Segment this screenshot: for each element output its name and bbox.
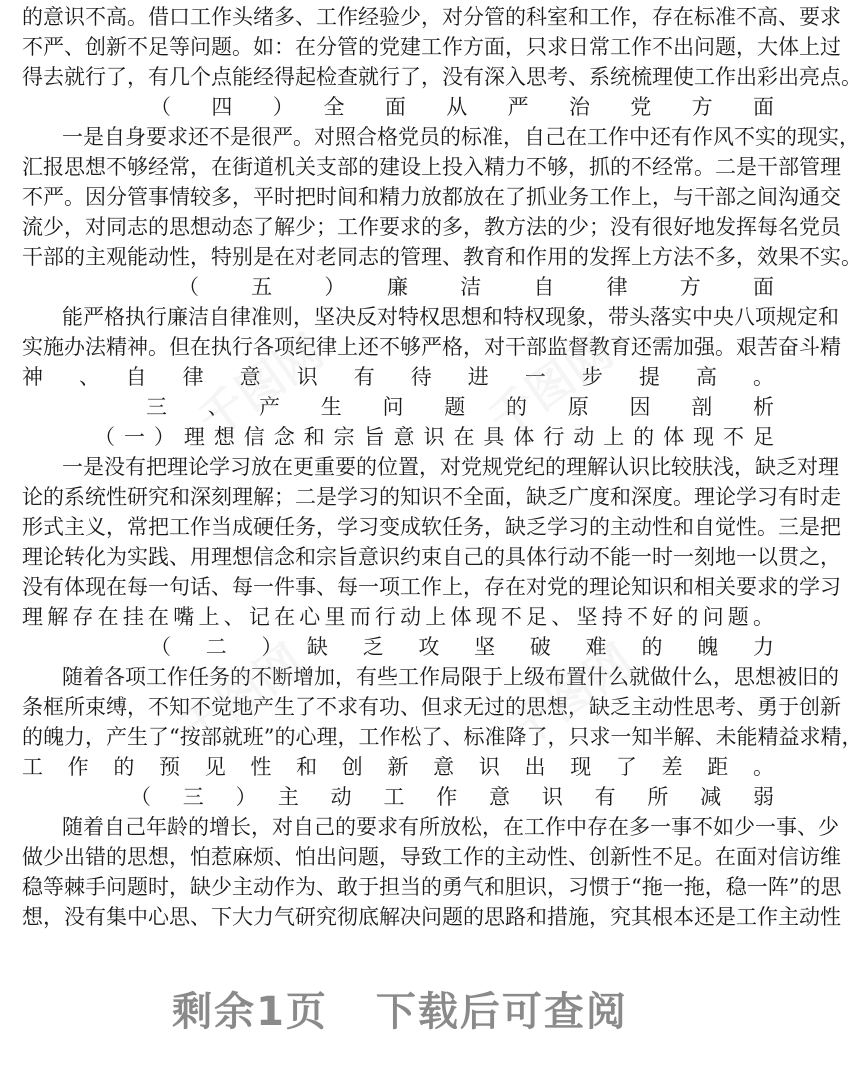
subsection-heading: （ 二 ） 缺 乏 攻 坚 破 难 的 魄 力: [150, 635, 774, 659]
paragraph-line: 想，没有集中心思、下大力气研究彻底解决问题的思路和措施，究其根本还是工作主动性: [22, 905, 841, 929]
paragraph-line: 随着各项工作任务的不断增加，有些工作局限于上级布置什么就做什么，思想被旧的: [62, 665, 839, 689]
paragraph-line: 的意识不高。借口工作头绪多、工作经验少，对分管的科室和工作，存在标准不高、要求: [22, 5, 841, 29]
section-heading: （ 五 ） 廉 洁 自 律 方 面: [178, 275, 774, 299]
subsection-heading: （ 三 ） 主 动 工 作 意 识 有 所 减 弱: [130, 785, 774, 809]
paragraph-line: 干部的主观能动性，特别是在对老同志的管理、教育和作用的发挥上方法不多，效果不实。: [22, 245, 862, 269]
paragraph-line: 实施办法精神。但在执行各项纪律上还不够严格，对干部监督教育还需加强。艰苦奋斗精: [22, 335, 841, 359]
section-heading: （ 四 ） 全 面 从 严 治 党 方 面: [150, 95, 774, 119]
section-heading: 三 、 产 生 问 题 的 原 因 剖 析: [146, 395, 774, 419]
watermark: 千图网: [478, 323, 623, 448]
paragraph-line: 的魄力，产生了“按部就班”的心理，工作松了、标准降了，只求一知半解、未能精益求精，: [22, 725, 862, 749]
paragraph-line: 流少，对同志的思想动态了解少；工作要求的多，教方法的少；没有很好地发挥每名党员: [22, 215, 841, 239]
paragraph-line: 能严格执行廉洁自律准则，坚决反对特权思想和特权现象，带头落实中央八项规定和: [62, 305, 839, 329]
paragraph-line: 不严、创新不足等问题。如：在分管的党建工作方面，只求日常工作不出问题，大体上过: [22, 35, 841, 59]
paragraph-line: 不严。因分管事情较多，平时把时间和精力放都放在了抓业务工作上，与干部之间沟通交: [22, 185, 841, 209]
paragraph-line: 汇报思想不够经常，在街道机关支部的建设上投入精力不够，抓的不经常。二是干部管理: [22, 155, 841, 179]
paragraph-line: 形式主义，常把工作当成硬任务，学习变成软任务，缺乏学习的主动性和自觉性。三是把: [22, 515, 841, 539]
download-to-view-label: 下载后可查阅: [375, 989, 628, 1035]
paragraph-line: 一是没有把理论学习放在更重要的位置，对党规党纪的理解认识比较肤浅，缺乏对理: [62, 455, 839, 479]
paragraph-line: 稳等棘手问题时，缺少主动作为、敢于担当的勇气和胆识，习惯于“拖一拖，稳一阵”的思: [22, 875, 842, 899]
remaining-pages-label: 剩余1页: [172, 989, 328, 1035]
watermark: 千图网: [168, 633, 313, 758]
subsection-heading: （一）理想信念和宗旨意识在具体行动上的体现不足: [94, 425, 774, 449]
paragraph-line: 没有体现在每一句话、每一件事、每一项工作上，存在对党的理论知识和相关要求的学习: [22, 575, 841, 599]
paragraph-line: 工 作 的 预 见 性 和 创 新 意 识 出 现 了 差 距 。: [22, 755, 774, 779]
watermark: 千图网: [498, 633, 643, 758]
paragraph-line: 条框所束缚，不知不觉地产生了不求有功、但求无过的思想，缺乏主动性思考、勇于创新: [22, 695, 841, 719]
paragraph-line: 一是自身要求还不是很严。对照合格党员的标准，自己在工作中还有作风不实的现实，: [62, 125, 860, 149]
paragraph-line: 理解存在挂在嘴上、记在心里而行动上体现不足、坚持不好的问题。: [22, 605, 774, 629]
watermark: 千图网: [188, 323, 333, 448]
paragraph-line: 做少出错的思想，怕惹麻烦、怕出问题，导致工作的主动性、创新性不足。在面对信访维: [22, 845, 841, 869]
paragraph-line: 论的系统性研究和深刻理解；二是学习的知识不全面，缺乏广度和深度。理论学习有时走: [22, 485, 841, 509]
paragraph-line: 神 、 自 律 意 识 有 待 进 一 步 提 高 。: [22, 365, 774, 389]
download-prompt[interactable]: [0, 980, 800, 1037]
paragraph-line: 随着自己年龄的增长，对自己的要求有所放松，在工作中存在多一事不如少一事、少: [62, 815, 839, 839]
paragraph-line: 理论转化为实践、用理想信念和宗旨意识约束自己的具体行动不能一时一刻地一以贯之，: [22, 545, 841, 569]
paragraph-line: 得去就行了，有几个点能经得起检查就行了，没有深入思考、系统梳理使工作出彩出亮点。: [22, 65, 862, 89]
